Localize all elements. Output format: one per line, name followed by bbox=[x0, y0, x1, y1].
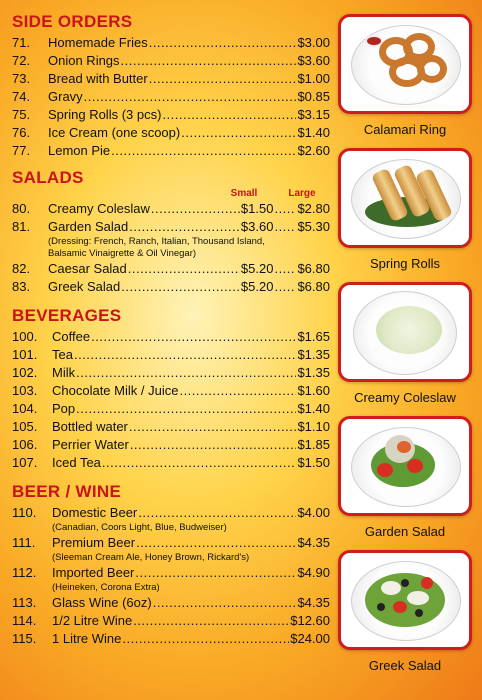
menu-item: 107. Iced Tea ..... $1.50 bbox=[12, 454, 330, 472]
photo-caption: Creamy Coleslaw bbox=[354, 390, 456, 405]
beverages-list bbox=[12, 328, 330, 472]
menu-item: 73. Bread with Butter ..... $1.00 bbox=[12, 70, 330, 88]
menu-item: 74. Gravy ..... $0.85 bbox=[12, 88, 330, 106]
menu-item: 76. Ice Cream (one scoop) ..... $1.40 bbox=[12, 124, 330, 142]
menu-item: 112. Imported Beer ..... $4.90 bbox=[12, 564, 330, 582]
section-title-salads: SALADS bbox=[12, 168, 84, 187]
coleslaw-photo-icon bbox=[338, 282, 472, 382]
item-note: (Heineken, Corona Extra) bbox=[52, 582, 160, 593]
beer-wine-list bbox=[12, 504, 330, 648]
menu-item: 106. Perrier Water ..... $1.85 bbox=[12, 436, 330, 454]
photo-caption: Greek Salad bbox=[368, 658, 442, 673]
photo-card-garden-salad bbox=[338, 416, 472, 550]
large-label: Large bbox=[288, 188, 316, 199]
menu-list bbox=[12, 10, 330, 648]
calamari-photo-icon bbox=[338, 14, 472, 114]
photo-card-coleslaw bbox=[338, 282, 472, 416]
menu-item: 115. 1 Litre Wine ..... $24.00 bbox=[12, 630, 330, 648]
item-note: (Dressing: French, Ranch, Italian, Thousand Island, bbox=[48, 236, 265, 247]
menu-item: 103. Chocolate Milk / Juice ..... $1.60 bbox=[12, 382, 330, 400]
menu-item: 75. Spring Rolls (3 pcs) ..... $3.15 bbox=[12, 106, 330, 124]
menu-item: 111. Premium Beer ..... $4.35 bbox=[12, 534, 330, 552]
photo-caption: Spring Rolls bbox=[369, 256, 441, 271]
section-title-beverages: BEVERAGES bbox=[12, 306, 122, 325]
greek-salad-photo-icon bbox=[338, 550, 472, 650]
menu-item: 104. Pop ..... $1.40 bbox=[12, 400, 330, 418]
menu-item: 77. Lemon Pie ..... $2.60 bbox=[12, 142, 330, 160]
menu-item: 105. Bottled water ..... $1.10 bbox=[12, 418, 330, 436]
menu-item: 81. Garden Salad ..... $3.60 ..... $5.30 bbox=[12, 218, 330, 236]
menu-item: 102. Milk ..... $1.35 bbox=[12, 364, 330, 382]
item-note: (Canadian, Coors Light, Blue, Budweiser) bbox=[52, 522, 227, 533]
item-note: (Sleeman Cream Ale, Honey Brown, Rickard's) bbox=[52, 552, 250, 563]
photo-caption: Garden Salad bbox=[364, 524, 446, 539]
small-label: Small bbox=[230, 188, 258, 199]
spring-rolls-photo-icon bbox=[338, 148, 472, 248]
menu-item: 80. Creamy Coleslaw ..... $1.50 ..... $2.80 bbox=[12, 200, 330, 218]
menu-item: 114. 1/2 Litre Wine ..... $12.60 bbox=[12, 612, 330, 630]
section-title-side-orders: SIDE ORDERS bbox=[12, 12, 133, 31]
menu-item: 101. Tea ..... $1.35 bbox=[12, 346, 330, 364]
menu-item: 110. Domestic Beer ..... $4.00 bbox=[12, 504, 330, 522]
photo-column bbox=[338, 14, 472, 684]
menu-item: 83. Greek Salad ..... $5.20 ..... $6.80 bbox=[12, 278, 330, 296]
photo-caption: Calamari Ring bbox=[363, 122, 447, 137]
menu-item: 72. Onion Rings ..... $3.60 bbox=[12, 52, 330, 70]
size-labels bbox=[12, 188, 330, 200]
side-orders-list bbox=[12, 34, 330, 160]
salads-list bbox=[12, 200, 330, 296]
photo-card-spring-rolls bbox=[338, 148, 472, 282]
menu-item: 113. Glass Wine (6oz) ..... $4.35 bbox=[12, 594, 330, 612]
menu-item: 100. Coffee ..... $1.65 bbox=[12, 328, 330, 346]
item-note: Balsamic Vinaigrette & Oil Vinegar) bbox=[48, 248, 197, 259]
menu-item: 82. Caesar Salad ..... $5.20 ..... $6.80 bbox=[12, 260, 330, 278]
menu-item: 71. Homemade Fries ..... $3.00 bbox=[12, 34, 330, 52]
garden-salad-photo-icon bbox=[338, 416, 472, 516]
photo-card-calamari bbox=[338, 14, 472, 148]
photo-card-greek-salad bbox=[338, 550, 472, 684]
section-title-beer-wine: BEER / WINE bbox=[12, 482, 122, 501]
